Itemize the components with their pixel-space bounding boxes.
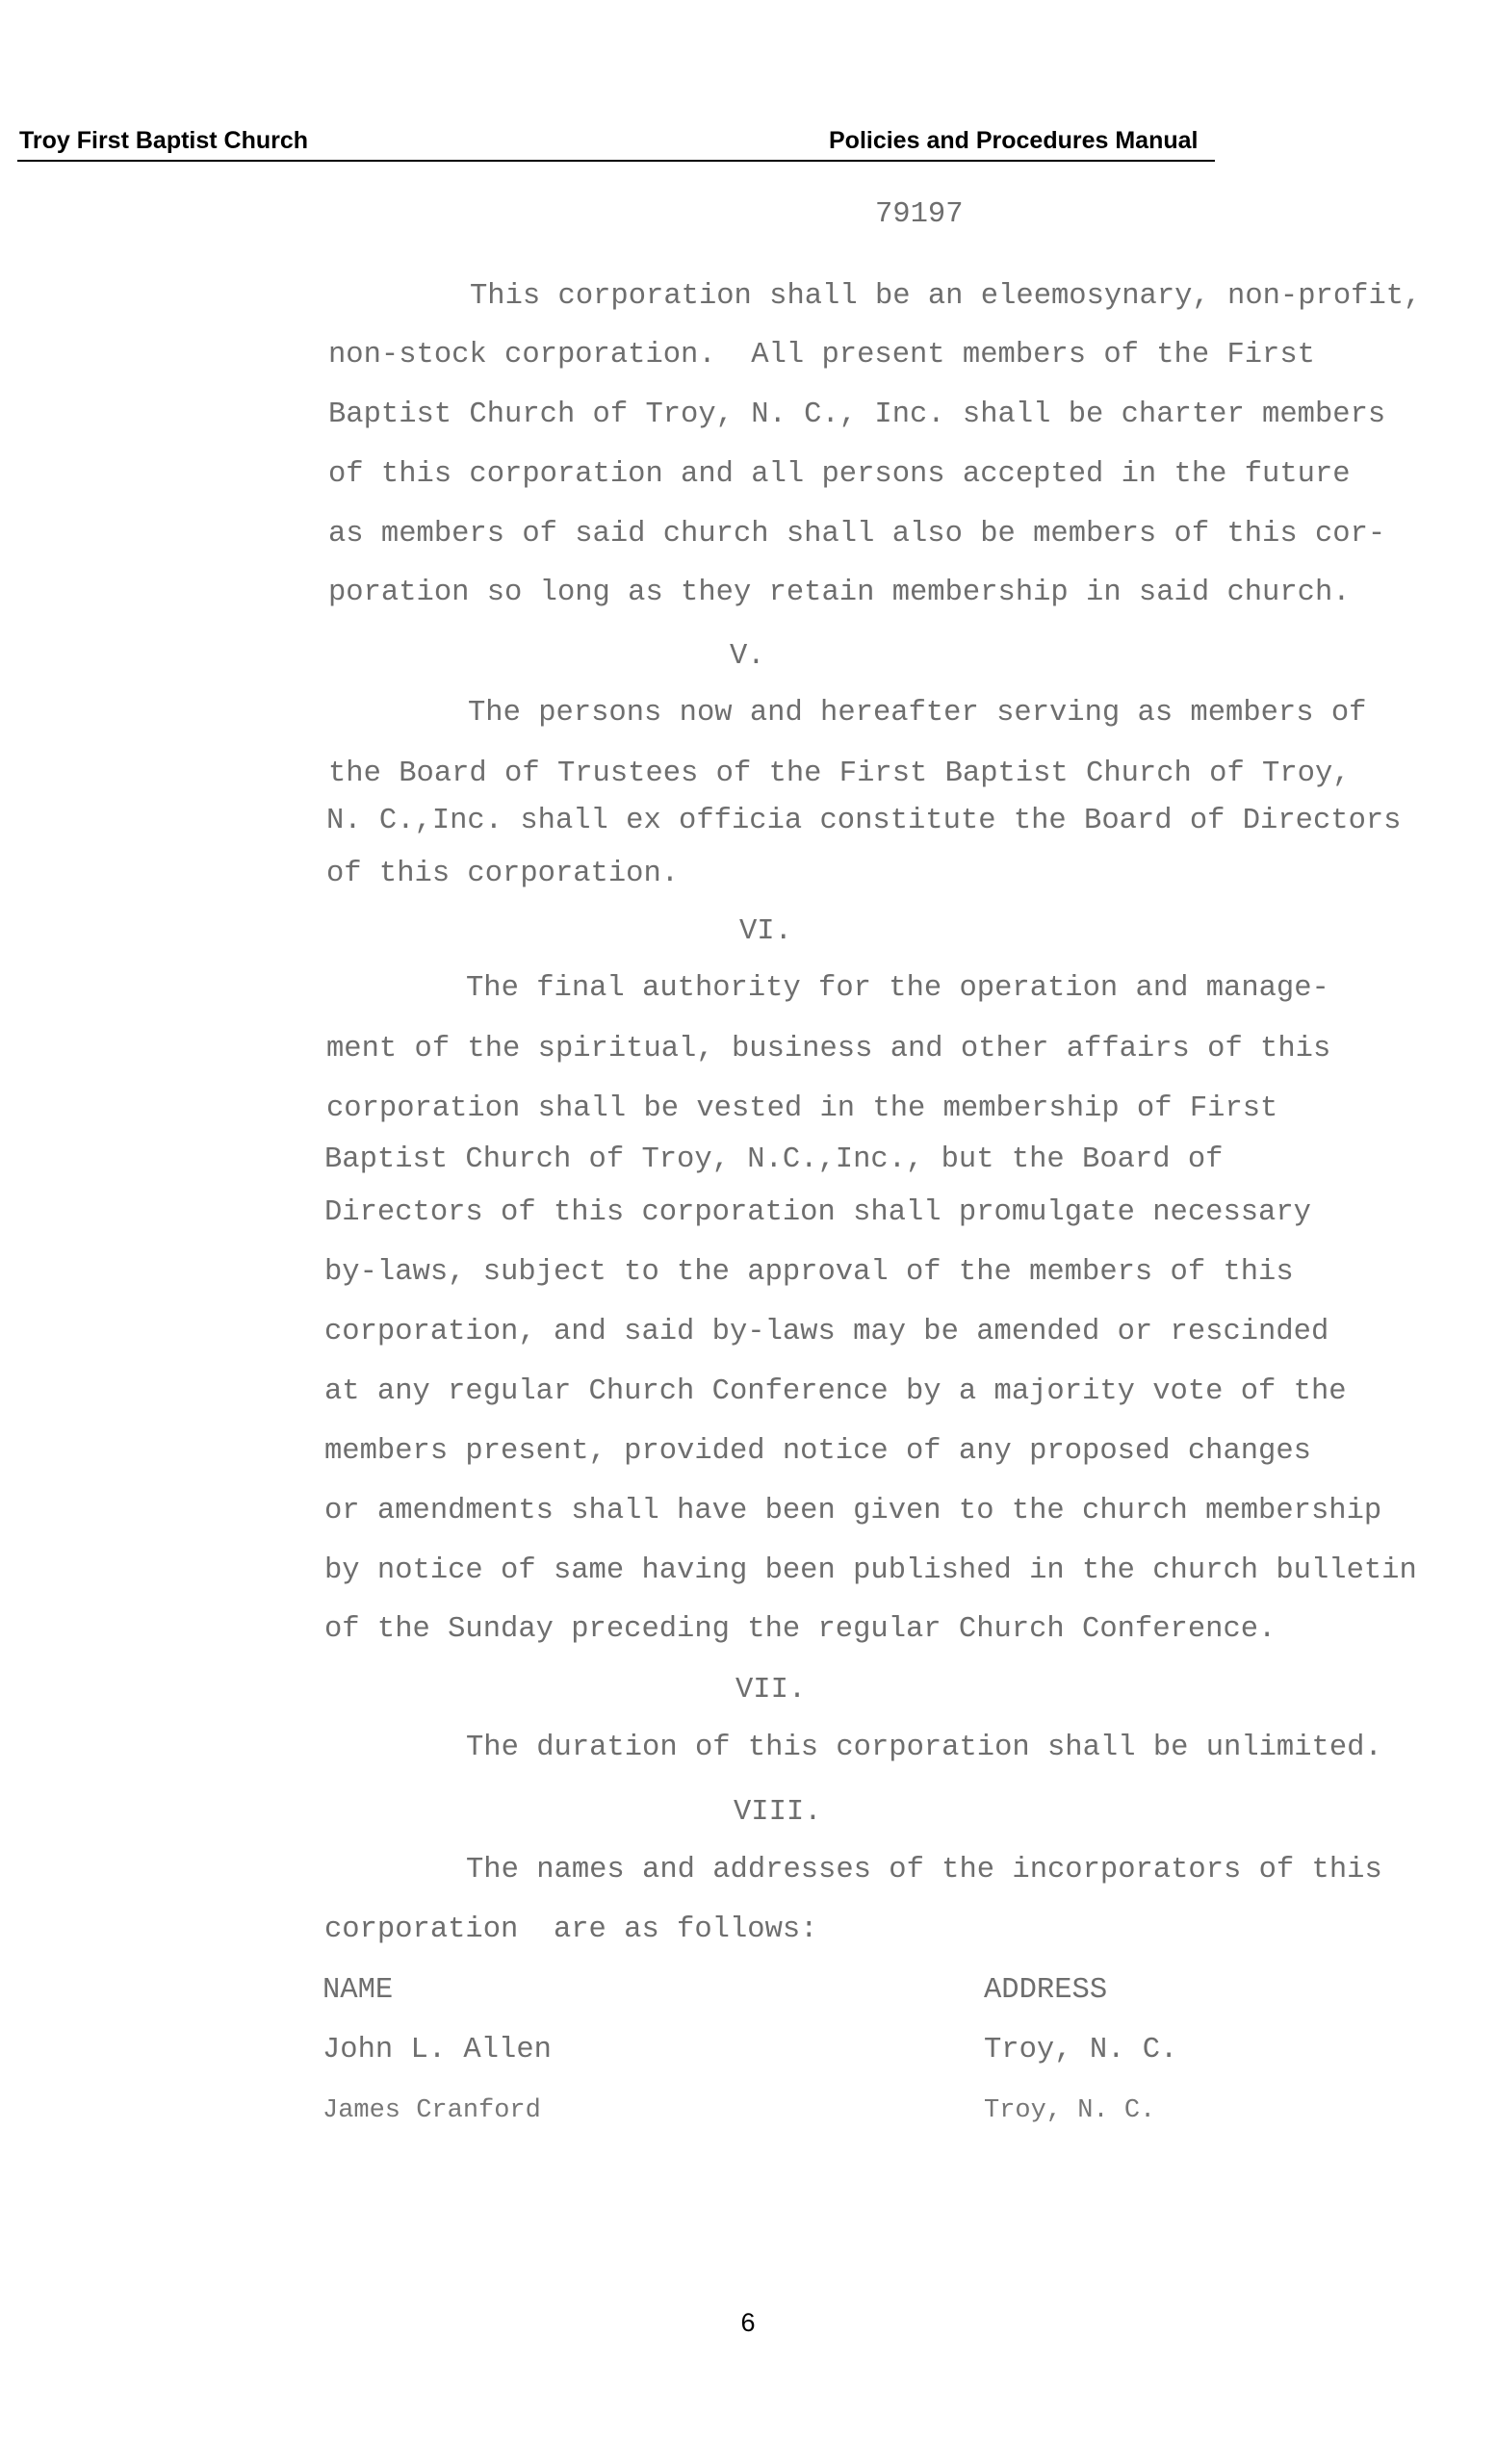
paragraph-line: ment of the spiritual, business and other affairs of this bbox=[326, 1033, 1331, 1065]
header-manual-title: Policies and Procedures Manual bbox=[829, 127, 1199, 154]
paragraph-line: corporation shall be vested in the membership of First bbox=[326, 1092, 1278, 1125]
paragraph-line: at any regular Church Conference by a majority vote of the bbox=[324, 1375, 1347, 1408]
paragraph-line: non-stock corporation. All present members of the First bbox=[328, 339, 1315, 372]
paragraph-line: The duration of this corporation shall be unlimited. bbox=[466, 1732, 1382, 1764]
paragraph-line: This corporation shall be an eleemosynary, non-profit, bbox=[470, 280, 1422, 313]
paragraph-line: by notice of same having been published in the church bulletin bbox=[324, 1554, 1417, 1587]
paragraph-line: the Board of Trustees of the First Baptist Church of Troy, bbox=[328, 757, 1351, 790]
page-header bbox=[17, 127, 1215, 162]
paragraph-line: poration so long as they retain membership in said church. bbox=[328, 577, 1351, 609]
paragraph-line: of this corporation. bbox=[326, 858, 680, 890]
paragraph-line: corporation are as follows: bbox=[324, 1913, 818, 1946]
paragraph-line: corporation, and said by-laws may be amended or rescinded bbox=[324, 1316, 1329, 1348]
paragraph-line: by-laws, subject to the approval of the members of this bbox=[324, 1256, 1294, 1289]
paragraph-line: N. C.,Inc. shall ex officia constitute the Board of Directors bbox=[326, 805, 1402, 837]
paragraph-line: of the Sunday preceding the regular Church Conference. bbox=[324, 1613, 1277, 1646]
paragraph-line: as members of said church shall also be members of this cor- bbox=[328, 518, 1386, 551]
paragraph-line: Directors of this corporation shall promulgate necessary bbox=[324, 1196, 1311, 1229]
paragraph-line: of this corporation and all persons accepted in the future bbox=[328, 458, 1351, 491]
paragraph-line: or amendments shall have been given to the church membership bbox=[324, 1495, 1382, 1527]
paragraph-line: Baptist Church of Troy, N.C.,Inc., but the Board of bbox=[324, 1143, 1224, 1176]
section-heading-v: V. bbox=[730, 640, 765, 673]
paragraph-line: Baptist Church of Troy, N. C., Inc. shall be charter members bbox=[328, 398, 1386, 431]
section-heading-viii: VIII. bbox=[734, 1796, 822, 1829]
section-heading-vii: VII. bbox=[735, 1674, 807, 1707]
incorporator-name: James Cranford bbox=[322, 2096, 541, 2125]
paragraph-line: The names and addresses of the incorporators of this bbox=[466, 1854, 1382, 1886]
document-number: 79197 bbox=[875, 198, 964, 231]
incorporator-name: John L. Allen bbox=[322, 2034, 552, 2066]
incorporator-address: Troy, N. C. bbox=[984, 2096, 1156, 2125]
header-church-name: Troy First Baptist Church bbox=[19, 127, 309, 154]
incorporator-address: Troy, N. C. bbox=[984, 2034, 1178, 2066]
paragraph-line: The final authority for the operation and manage- bbox=[466, 972, 1329, 1005]
page-number: 6 bbox=[740, 2308, 756, 2337]
paragraph-line: members present, provided notice of any proposed changes bbox=[324, 1435, 1311, 1468]
address-column-header: ADDRESS bbox=[984, 1974, 1108, 2007]
section-heading-vi: VI. bbox=[739, 915, 792, 948]
paragraph-line: The persons now and hereafter serving as members of bbox=[468, 697, 1367, 730]
name-column-header: NAME bbox=[322, 1974, 394, 2007]
